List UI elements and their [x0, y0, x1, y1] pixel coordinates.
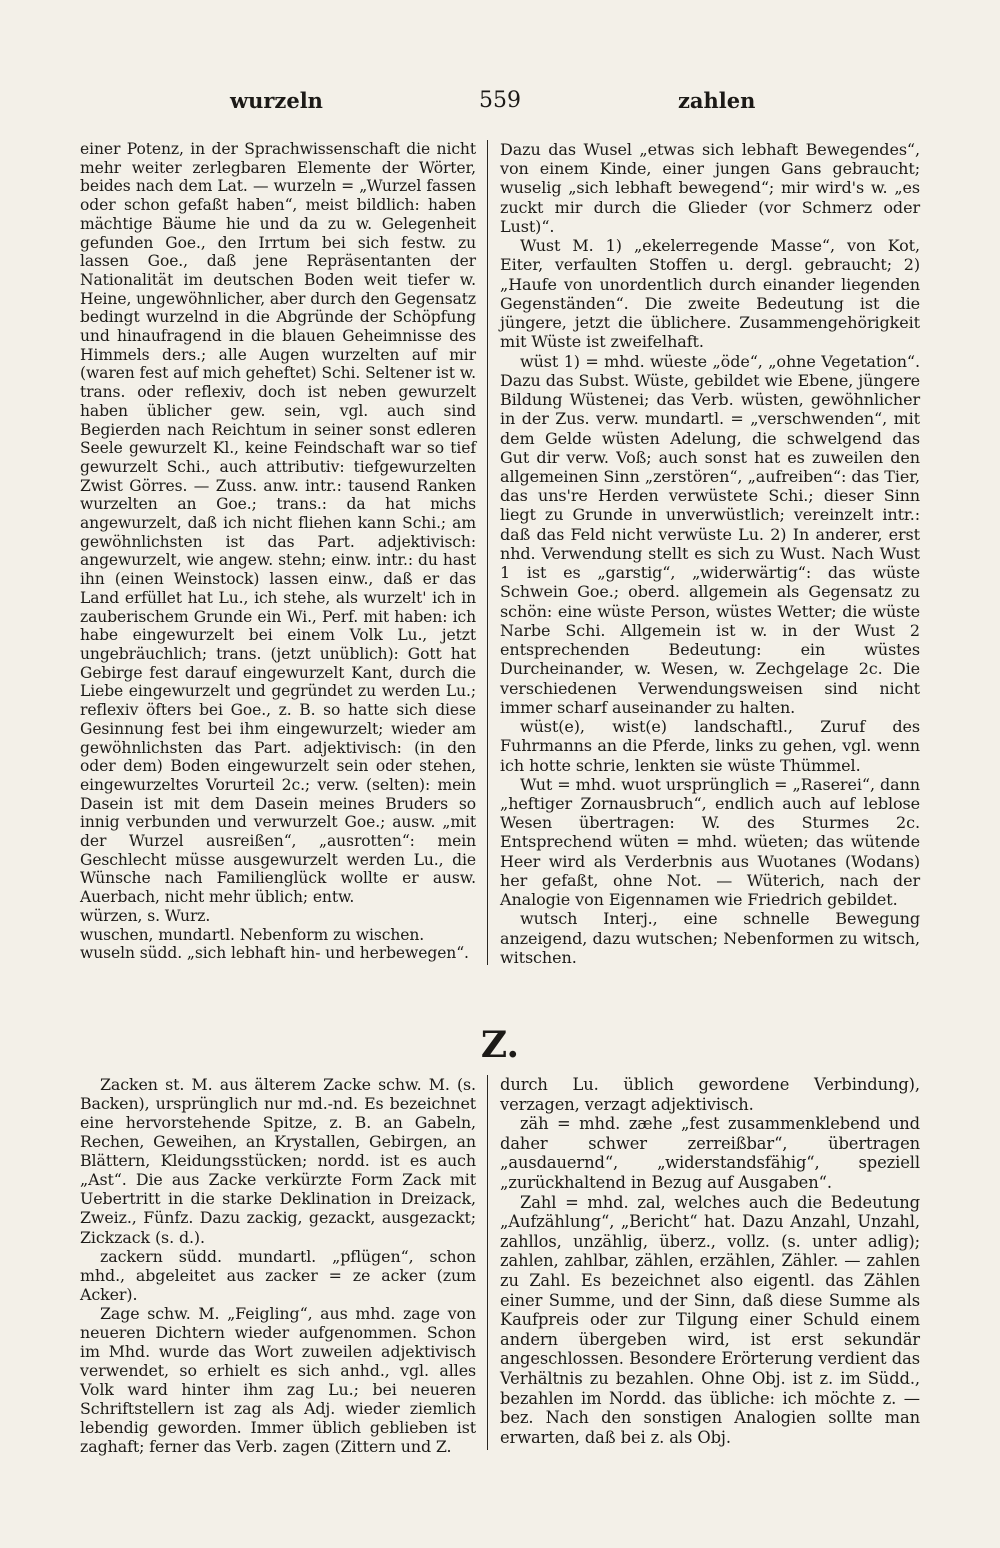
entry-text: zackern südd. mundartl. „pflügen“, schon mhd., abgeleitet aus zacker = ze acker (zum Acker). — [80, 1246, 476, 1304]
entry-text: Wust M. 1) „ekelerregende Masse“, von Kot, Eiter, verfaulten Stoffen u. dergl. gebraucht; 2) „Haufe von unordentlich durch einander liegenden Gegenständen“. Die zweite Bedeutung ist die jüngere, jetzt die üblichere. Zusammengehörigkeit mit Wüste ist zweifelhaft. — [500, 236, 920, 352]
entry-text: wuschen, mundartl. Nebenform zu wischen. — [80, 925, 425, 944]
column-top-left — [80, 140, 476, 980]
header-right-catchword: zahlen — [678, 88, 756, 113]
column-bottom-left — [80, 1075, 476, 1455]
entry-text: Zacken st. M. aus älterem Zacke schw. M. (s. Backen), ursprünglich nur md.-nd. Es bezeichnet eine hervorstehende Spitze, z. B. an Gabeln, Rechen, Geweihen, an Krystallen, Gebirgen, an Blättern, Kleidungsstücken; nordd. ist es auch „Ast“. Die aus Zacke verkürzte Form Zack mit Uebertritt in die starke Deklination in Dreizack, Zweiz., Fünfz. Dazu zackig, gezackt, ausgezackt; Zickzack (s. d.). — [80, 1075, 476, 1247]
column-divider — [487, 140, 488, 965]
column-top-right — [500, 140, 920, 980]
entry-text: Zahl = mhd. zal, welches auch die Bedeutung „Aufzählung“, „Bericht“ hat. Dazu Anzahl, Unzahl, zahllos, unzählig, überz., vollz. (s. unter adlig); zahlen, zahlbar, zählen, erzählen, Zähler. — zahlen zu Zahl. Es bezeichnet also eigentl. das Zählen einer Summe, und der Sinn, daß diese Summe als Kaufpreis oder zur Tilgung einer Schuld einem andern übergeben wird, ist erst sekundär angeschlossen. Besondere Erörterung verdient das Verhältnis zu bezahlen. Ohne Obj. ist z. im Südd., bezahlen im Nordd. das übliche: ich möchte z. — bez. Nach den sonstigen Analogien sollte man erwarten, daß bei z. als Obj. — [500, 1192, 920, 1447]
column-bottom-right — [500, 1075, 920, 1455]
section-letter: Z. — [480, 1024, 520, 1066]
entry-text: wuseln südd. „sich lebhaft hin- und herbewegen“. — [80, 944, 469, 963]
entry-text: würzen, s. Wurz. — [80, 906, 211, 925]
column-divider — [487, 1075, 488, 1450]
entry-text: Wut = mhd. wuot ursprünglich = „Raserei“, dann „heftiger Zornausbruch“, endlich auch auf leblose Wesen übertragen: W. des Sturmes 2c. Entsprechend wüten = mhd. wüeten; das wütende Heer wird als Verderbnis aus Wuotanes (Wodans) her gefaßt, ohne Not. — Wüterich, nach der Analogie von Eigennamen wie Friedrich gebildet. — [500, 774, 920, 910]
entry-text: einer Potenz, in der Sprachwissenschaft die nicht mehr weiter zerlegbaren Elemente der Wörter, beides nach dem Lat. — wurzeln = „Wurzel fassen oder schon gefaßt haben“, meist bildlich: haben mächtige Bäume hie und da zu w. Gelegenheit gefunden Goe., den Irrtum bei sich festw. zu lassen Goe., daß jene Repräsentanten der Nationalität im deutschen Boden weit tiefer w. Heine, ungewöhnlicher, aber durch den Gegensatz bedingt wurzelnd in die Abgründe der Schöpfung und hinaufragend in die blauen Geheimnisse des Himmels ders.; alle Augen wurzelten auf mir (waren fest auf mich geheftet) Schi. Seltener ist w. trans. oder reflexiv, doch ist neben gewurzelt haben üblicher gew. sein, vgl. auch sind Begierden nach Reichtum in seiner sonst edleren Seele gewurzelt Kl., keine Feindschaft war so tief gewurzelt Schi., auch attributiv: tiefgewurzelten Zwist Görres. — Zuss. anw. intr.: tausend Ranken wurzelten an Goe.; trans.: da hat michs angewurzelt, daß ich nicht fliehen kann Schi.; am gewöhnlichsten ist das Part. adjektivisch: angewurzelt, wie angew. stehn; einw. intr.: du hast ihn (einen Weinstock) lassen einw., daß er das Land erfüllet hat Lu., ich stehe, als wurzelt' ich in zauberischem Grunde ein Wi., Perf. mit haben: ich habe eingewurzelt bei einem Volk Lu., jetzt ungebräuchlich; trans. (jetzt unüblich): Gott hat Gebirge fest darauf eingewurzelt Kant, durch die Liebe eingewurzelt und gegründet zu werden Lu.; reflexiv öfters bei Goe., z. B. so hatte sich diese Gesinnung fest bei ihm eingewurzelt; wieder am gewöhnlichsten das Part. adjektivisch: (in den oder dem) Boden eingewurzelt sein oder stehen, eingewurzeltes Vorurteil 2c.; verw. (selten): mein Dasein ist mit dem Dasein meines Bruders so innig verbunden und verwurzelt Goe.; ausw. „mit der Wurzel ausreißen“, „ausrotten“: mein Geschlecht müsse ausgewurzelt werden Lu., die Wünsche nach Familienglück wollte er ausw. Auerbach, nicht mehr üblich; entw. — [80, 140, 476, 907]
entry-text: wüst(e), wist(e) landschaftl., Zuruf des Fuhrmanns an die Pferde, links zu gehen, vgl. wenn ich hotte schrie, lenkten sie wüste Thümmel. — [500, 717, 920, 775]
header-left-catchword: wurzeln — [230, 88, 323, 113]
entry-text: durch Lu. üblich gewordene Verbindung), verzagen, verzagt adjektivisch. — [500, 1075, 920, 1114]
page-number: 559 — [479, 88, 521, 113]
running-header — [80, 88, 920, 122]
entry-text: Dazu das Wusel „etwas sich lebhaft Bewegendes“, von einem Kinde, einer jungen Gans gebraucht; wuselig „sich lebhaft bewegend“; mir wird's w. „es zuckt mir durch die Glieder (vor Schmerz oder Lust)“. — [500, 140, 920, 236]
entry-text: zäh = mhd. zæhe „fest zusammenklebend und daher schwer zerreißbar“, übertragen „ausdauernd“, „widerstandsfähig“, speziell „zurückhaltend in Bezug auf Ausgaben“. — [500, 1114, 920, 1192]
entry-text: Zage schw. M. „Feigling“, aus mhd. zage von neueren Dichtern wieder aufgenommen. Schon im Mhd. wurde das Wort zuweilen adjektivisch verwendet, so erhielt es sich anhd., vgl. alles Volk ward hinter ihm zag Lu.; bei neueren Schriftstellern ist zag als Adj. wieder ziemlich lebendig geworden. Immer üblich geblieben ist zaghaft; ferner das Verb. zagen (Zittern und Z. — [80, 1303, 476, 1457]
entry-text: wüst 1) = mhd. wüeste „öde“, „ohne Vegetation“. Dazu das Subst. Wüste, gebildet wie Ebene, jüngere Bildung Wüstenei; das Verb. wüsten, gewöhnlicher in der Zus. verw. mundartl. = „verschwenden“, mit dem Gelde wüsten Adelung, die schwelgend das Gut dir verw. Voß; auch sonst hat es zuweilen den allgemeinen Sinn „zerstören“, „aufreiben“: das Tier, das uns're Herden verwüstete Schi.; dieser Sinn liegt zu Grunde in unverwüstlich; vereinzelt intr.: daß das Feld nicht verwüste Lu. 2) In anderer, erst nhd. Verwendung stellt es sich zu Wust. Nach Wust 1 ist es „garstig“, „widerwärtig“: das wüste Schwein Goe.; oberd. allgemein als Gegensatz zu schön: eine wüste Person, wüstes Wetter; die wüste Narbe Schi. Allgemein ist w. in der Wust 2 entsprechenden Bedeutung: ein wüstes Durcheinander, w. Wesen, w. Zechgelage 2c. Die verschiedenen Verwendungsweisen sind nicht immer scharf auseinander zu halten. — [500, 351, 920, 717]
entry-text: wutsch Interj., eine schnelle Bewegung anzeigend, dazu wutschen; Nebenformen zu witsch, witschen. — [500, 909, 920, 967]
